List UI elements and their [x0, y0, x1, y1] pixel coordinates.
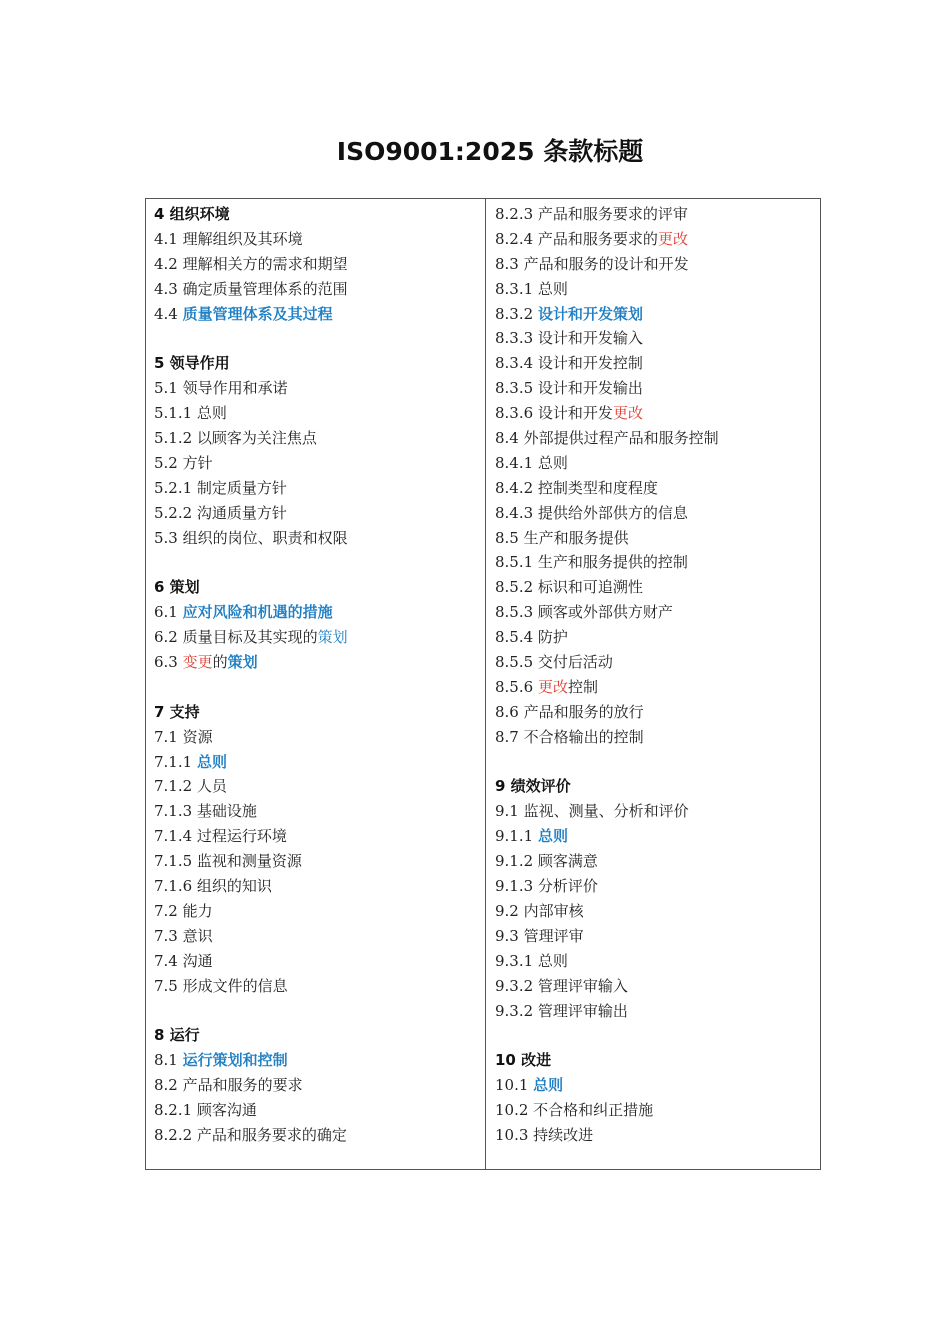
blue-highlight-text: 总则 — [196, 752, 227, 771]
clause-item — [154, 227, 484, 252]
clause-item — [154, 824, 484, 849]
clause-item — [154, 1048, 484, 1073]
spacer — [154, 675, 484, 700]
clause-item — [495, 451, 815, 476]
clause-text: 8.7 不合格输出的控制 — [495, 727, 644, 746]
clause-item — [495, 526, 815, 551]
clause-text: 9.1.3 分析评价 — [495, 877, 598, 896]
spacer — [154, 550, 484, 575]
blue-highlight-text: 策划 — [317, 628, 348, 647]
clause-item — [495, 700, 815, 725]
clause-text: 5.2 方针 — [154, 453, 213, 472]
clause-text: 4.2 理解相关方的需求和期望 — [154, 254, 348, 273]
clause-item — [495, 1098, 815, 1123]
clause-item — [154, 650, 484, 675]
clause-text: 8.5.3 顾客或外部供方财产 — [495, 603, 673, 622]
clause-item — [495, 252, 815, 277]
clause-item — [495, 202, 815, 227]
clause-text: 7.1.2 人员 — [154, 777, 227, 796]
blue-highlight-text: 质量管理体系及其过程 — [182, 304, 333, 323]
blue-highlight-text: 应对风险和机遇的措施 — [182, 603, 333, 622]
clause-text: 控制 — [567, 677, 598, 696]
clause-item — [495, 899, 815, 924]
clause-item — [154, 924, 484, 949]
clause-text: 10 改进 — [495, 1051, 552, 1070]
section-heading — [495, 774, 815, 799]
clause-item — [495, 326, 815, 351]
clause-item — [154, 1073, 484, 1098]
clause-text: 9.2 内部审核 — [495, 901, 584, 920]
section-heading — [154, 202, 484, 227]
clause-text: 4.3 确定质量管理体系的范围 — [154, 279, 348, 298]
clause-item — [495, 824, 815, 849]
clause-text: 7.1 资源 — [154, 727, 213, 746]
section-heading — [154, 1023, 484, 1048]
clause-item — [495, 974, 815, 999]
clause-item — [154, 451, 484, 476]
clause-text: 7.1.6 组织的知识 — [154, 877, 272, 896]
clause-item — [154, 625, 484, 650]
clause-item — [495, 401, 815, 426]
clause-text: 7.1.3 基础设施 — [154, 802, 257, 821]
left-column — [154, 202, 484, 1148]
clause-item — [154, 376, 484, 401]
clause-text: 6.2 质量目标及其实现的 — [154, 628, 318, 647]
clause-item — [154, 1123, 484, 1148]
clause-item — [154, 600, 484, 625]
clause-text: 8.6 产品和服务的放行 — [495, 702, 644, 721]
blue-highlight-text: 总则 — [537, 827, 568, 846]
clause-text: 5.1 领导作用和承诺 — [154, 379, 288, 398]
clause-item — [495, 949, 815, 974]
clause-text: 9.3.2 管理评审输入 — [495, 976, 628, 995]
clause-item — [154, 974, 484, 999]
clause-item — [154, 526, 484, 551]
clause-text: 8.4.3 提供给外部供方的信息 — [495, 503, 688, 522]
clause-text: 7.1.4 过程运行环境 — [154, 827, 287, 846]
clause-item — [495, 476, 815, 501]
clause-text: 9.3 管理评审 — [495, 926, 584, 945]
clause-item — [154, 426, 484, 451]
clause-item — [495, 277, 815, 302]
clause-text: 8.4 外部提供过程产品和服务控制 — [495, 429, 719, 448]
clause-item — [495, 625, 815, 650]
clause-item — [495, 575, 815, 600]
clause-text: 7 支持 — [154, 702, 200, 721]
clause-text: 8.3.1 总则 — [495, 279, 568, 298]
clause-text: 10.2 不合格和纠正措施 — [495, 1101, 654, 1120]
clause-text: 8.2.1 顾客沟通 — [154, 1101, 257, 1120]
clause-text: 8.2.3 产品和服务要求的评审 — [495, 205, 688, 223]
clause-item — [154, 774, 484, 799]
clause-item — [154, 501, 484, 526]
spacer — [154, 326, 484, 351]
clause-text: 8.5.2 标识和可追溯性 — [495, 578, 643, 597]
clause-text: 8.2.2 产品和服务要求的确定 — [154, 1125, 347, 1144]
clause-text: 8.5 生产和服务提供 — [495, 528, 629, 547]
clause-text: 9 绩效评价 — [495, 777, 571, 796]
clause-item — [495, 426, 815, 451]
spacer — [495, 750, 815, 775]
clause-item — [495, 302, 815, 327]
clause-text: 4 组织环境 — [154, 205, 230, 223]
clause-text: 8.3.4 设计和开发控制 — [495, 354, 643, 373]
red-highlight-text: 更改 — [657, 229, 688, 248]
clause-text: 5.1.2 以顾客为关注焦点 — [154, 429, 317, 448]
clause-table — [145, 198, 821, 1170]
clause-item — [495, 501, 815, 526]
clause-text: 8.4.2 控制类型和度程度 — [495, 478, 658, 497]
clause-item — [154, 302, 484, 327]
clause-item — [495, 849, 815, 874]
clause-text: 10.3 持续改进 — [495, 1125, 594, 1144]
clause-text: 8.5.4 防护 — [495, 628, 568, 647]
section-heading — [154, 575, 484, 600]
clause-item — [495, 1123, 815, 1148]
clause-item — [495, 600, 815, 625]
clause-text: 8 运行 — [154, 1026, 200, 1045]
clause-text: 6.1 — [154, 603, 183, 622]
clause-text: 7.1.1 — [154, 752, 197, 771]
spacer — [154, 999, 484, 1024]
clause-text: 8.3.6 设计和开发 — [495, 404, 613, 423]
clause-text: 5 领导作用 — [154, 354, 230, 373]
clause-text: 的 — [212, 653, 228, 672]
red-highlight-text: 变更 — [182, 653, 213, 672]
column-divider — [485, 199, 486, 1169]
blue-highlight-text: 总则 — [533, 1076, 564, 1095]
clause-text: 10.1 — [495, 1076, 534, 1095]
clause-text: 7.5 形成文件的信息 — [154, 976, 288, 995]
section-heading — [154, 351, 484, 376]
clause-item — [495, 924, 815, 949]
section-heading — [495, 1048, 815, 1073]
clause-text: 5.3 组织的岗位、职责和权限 — [154, 528, 348, 547]
clause-text: 9.1 监视、测量、分析和评价 — [495, 802, 689, 821]
clause-text: 8.4.1 总则 — [495, 453, 568, 472]
clause-text: 8.3.2 — [495, 304, 538, 323]
clause-text: 7.4 沟通 — [154, 951, 213, 970]
clause-text: 8.3.3 设计和开发输入 — [495, 329, 643, 348]
right-column — [495, 202, 815, 1148]
clause-item — [495, 675, 815, 700]
clause-text: 8.3 产品和服务的设计和开发 — [495, 254, 689, 273]
clause-text: 6.3 — [154, 653, 183, 672]
clause-item — [495, 550, 815, 575]
clause-text: 4.4 — [154, 304, 183, 323]
blue-highlight-text: 策划 — [227, 653, 258, 672]
clause-text: 9.3.1 总则 — [495, 951, 568, 970]
clause-text: 5.2.1 制定质量方针 — [154, 478, 287, 497]
clause-item — [495, 725, 815, 750]
page-title: ISO9001:2025 条款标题 — [336, 137, 644, 166]
spacer — [495, 1023, 815, 1048]
clause-item — [495, 1073, 815, 1098]
clause-text: 8.5.1 生产和服务提供的控制 — [495, 553, 688, 572]
clause-item — [154, 277, 484, 302]
clause-text: 9.1.2 顾客满意 — [495, 852, 598, 871]
clause-text: 7.2 能力 — [154, 901, 213, 920]
clause-text: 9.3.2 管理评审输出 — [495, 1001, 628, 1020]
clause-item — [154, 799, 484, 824]
clause-text: 8.2 产品和服务的要求 — [154, 1076, 303, 1095]
clause-text: 6 策划 — [154, 578, 200, 597]
red-highlight-text: 更改 — [612, 404, 643, 423]
clause-item — [495, 351, 815, 376]
clause-text: 5.1.1 总则 — [154, 404, 227, 423]
clause-item — [154, 476, 484, 501]
clause-item — [495, 650, 815, 675]
red-highlight-text: 更改 — [537, 677, 568, 696]
clause-text: 8.3.5 设计和开发输出 — [495, 379, 643, 398]
clause-item — [495, 874, 815, 899]
clause-item — [495, 999, 815, 1024]
clause-item — [154, 725, 484, 750]
clause-item — [154, 401, 484, 426]
clause-item — [154, 874, 484, 899]
clause-text: 8.2.4 产品和服务要求的 — [495, 229, 658, 248]
clause-item — [154, 849, 484, 874]
section-heading — [154, 700, 484, 725]
blue-highlight-text: 运行策划和控制 — [182, 1051, 288, 1070]
clause-text: 7.1.5 监视和测量资源 — [154, 852, 302, 871]
clause-item — [154, 949, 484, 974]
clause-text: 5.2.2 沟通质量方针 — [154, 503, 287, 522]
clause-text: 9.1.1 — [495, 827, 538, 846]
clause-text: 8.5.5 交付后活动 — [495, 653, 613, 672]
clause-text: 4.1 理解组织及其环境 — [154, 229, 303, 248]
clause-item — [495, 799, 815, 824]
clause-item — [495, 376, 815, 401]
clause-item — [154, 899, 484, 924]
clause-text: 8.5.6 — [495, 677, 538, 696]
clause-item — [154, 750, 484, 775]
clause-item — [154, 1098, 484, 1123]
clause-item — [495, 227, 815, 252]
blue-highlight-text: 设计和开发策划 — [537, 304, 643, 323]
clause-text: 8.1 — [154, 1051, 183, 1070]
clause-item — [154, 252, 484, 277]
clause-text: 7.3 意识 — [154, 926, 213, 945]
